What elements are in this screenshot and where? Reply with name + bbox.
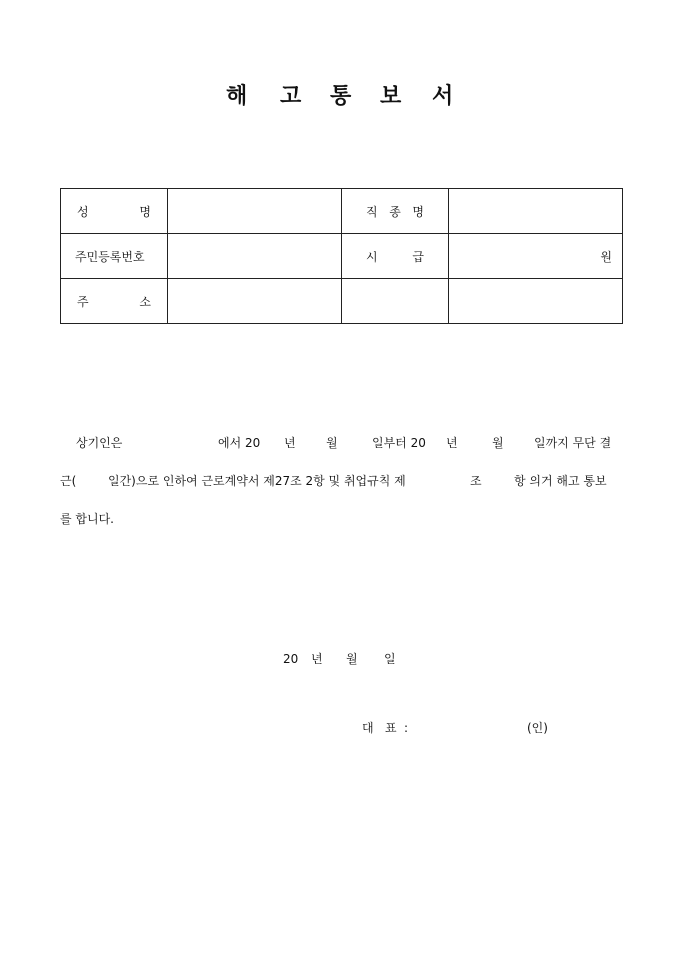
title-char: 통 [330,83,352,109]
body-clause: 항 의거 해고 통보 [514,474,607,488]
wage-label-cell [342,234,449,279]
body-article: 조 [470,474,482,488]
address-field[interactable] [168,279,342,324]
job-label-cell [342,189,449,234]
body-month2: 월 [492,436,504,450]
address-label-char: 주 [77,294,89,309]
body-closing: 를 합니다. [60,512,114,526]
name-label-cell [61,189,168,234]
signature-label-char: 대 [362,721,374,735]
date-day: 일 [384,652,396,666]
title-char: 해 [226,83,248,109]
date-year-prefix: 20 [283,652,299,666]
name-label-char: 명 [139,204,151,219]
wage-label-char: 시 [366,249,378,264]
body-line-1 [60,433,630,453]
wage-unit: 원 [600,249,612,264]
job-field[interactable] [449,189,623,234]
document-title [0,80,680,112]
rrn-label-cell [61,234,168,279]
body-until: 일까지 무단 결 [534,436,612,450]
job-label-char: 직 [366,204,378,219]
address-label-cell [61,279,168,324]
title-char: 고 [280,83,302,109]
address-extra-field[interactable] [342,279,449,324]
body-day-from: 일부터 20 [372,436,426,450]
name-label-char: 성 [77,204,89,219]
body-year2: 년 [446,436,458,450]
title-char: 서 [432,83,454,109]
signature-colon: : [404,721,409,735]
address-extra-field-2[interactable] [449,279,623,324]
date-month: 월 [346,652,358,666]
title-char: 보 [380,83,402,109]
body-line-2 [60,471,630,491]
job-label-char: 종 [389,204,401,219]
rrn-label: 주민등록번호 [75,249,145,264]
table-row [61,279,623,324]
seal-mark: (인) [527,721,548,735]
name-field[interactable] [168,189,342,234]
body-month1: 월 [326,436,338,450]
date-year: 년 [311,652,323,666]
table-row [61,234,623,279]
wage-label-char: 급 [412,249,424,264]
signature-label-char: 표 [385,721,397,735]
body-line-3 [60,509,260,529]
body-year1: 년 [284,436,296,450]
address-label-char: 소 [139,294,151,309]
body-subject: 상기인은 [76,436,123,450]
body-at-from: 에서 20 [218,436,261,450]
employee-info-table [60,188,623,324]
job-label-char: 명 [412,204,424,219]
wage-field[interactable] [449,234,623,279]
table-row [61,189,623,234]
rrn-field[interactable] [168,234,342,279]
body-days-close: 일간)으로 인하여 근로계약서 제27조 2항 및 취업규칙 제 [108,474,406,488]
body-absence-open: 근( [60,474,77,488]
